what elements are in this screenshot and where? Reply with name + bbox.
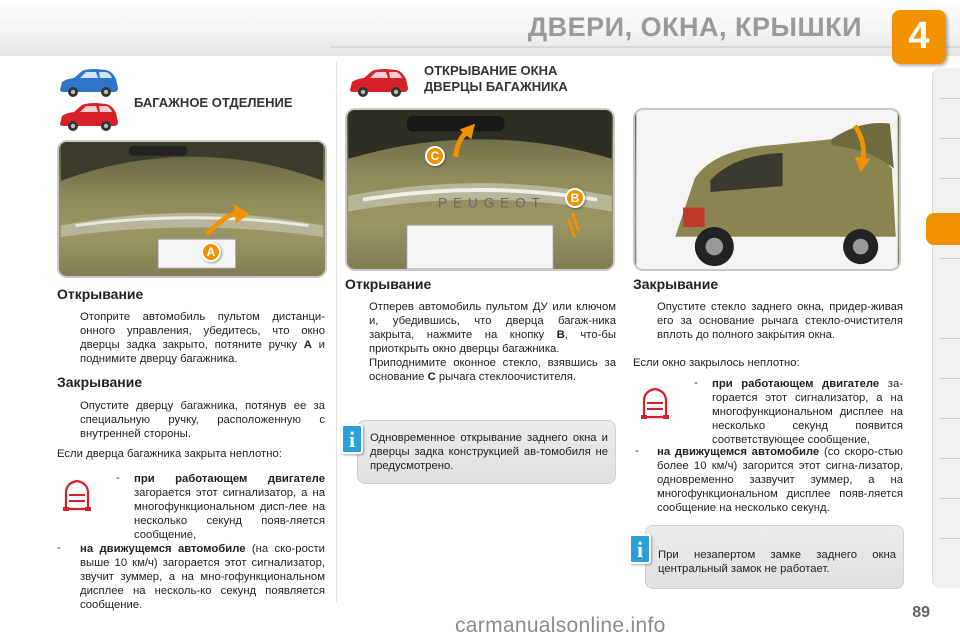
chapter-tab[interactable]	[940, 458, 960, 459]
closing-item-moving	[80, 542, 325, 612]
section-title-line: ОТКРЫВАНИЕ ОКНА	[424, 63, 558, 78]
window-closing-heading: Закрывание	[633, 276, 719, 292]
closing-note: Если дверца багажника закрыта неплотно:	[57, 448, 282, 460]
window-closing-text: Опустите стекло заднего окна, придер-живая его за основание рычага стекло-очистителя вплоть до полного закрытия окна.	[657, 301, 903, 341]
car-red-icon	[56, 100, 120, 134]
window-closing-note: Если окно закрылось неплотно:	[633, 357, 800, 369]
car-rear-photo	[633, 108, 901, 271]
page-title: ДВЕРИ, ОКНА, КРЫШКИ	[527, 12, 862, 42]
window-step-text: , что-бы приоткрыть окно дверцы багажника.	[369, 329, 616, 355]
closing-text: Опустите дверцу багажника, потянув ее за специальную ручку, расположенную с внутренней стороны.	[80, 400, 325, 440]
window-step-text: Отперев автомобиль пультом ДУ или ключом и, убедившись, что дверца багаж-ника закрыта, нажмите на кнопку	[369, 301, 616, 341]
section-title-trunk: БАГАЖНОЕ ОТДЕЛЕНИЕ	[134, 95, 293, 110]
chapter-tab[interactable]	[940, 418, 960, 419]
window-item-moving-text: (со скоро-стью более 10 км/ч) загорится этот сигна-лизатор, одновременно зазвучит зуммер, а на многофункциональном дисплее появ-ляется сообщение на несколько секунд.	[657, 446, 903, 514]
chapter-tab-active[interactable]	[926, 213, 960, 245]
chapter-tab[interactable]	[940, 538, 960, 539]
chapter-tab[interactable]	[940, 138, 960, 139]
column-divider	[336, 62, 337, 602]
opening-text-part: и поднимите дверцу багажника.	[80, 339, 325, 365]
chapter-tab[interactable]	[940, 98, 960, 99]
car-red-icon	[346, 66, 410, 100]
label-c-badge: C	[425, 146, 445, 166]
closing-item-moving-bold: на движущемся автомобиле	[80, 543, 246, 555]
window-opening-step-2	[369, 356, 616, 384]
chapter-number: 4	[908, 15, 930, 57]
key-a: A	[303, 339, 312, 351]
key-c: C	[427, 371, 436, 383]
closing-item-engine-text: загорается этот сигнализатор, а на многофункциональном дисп-лее на несколько секунд появ-ляется сообщение,	[134, 487, 325, 541]
dash: -	[635, 445, 639, 457]
car-blue-icon	[56, 66, 120, 100]
chapter-tab[interactable]	[940, 258, 960, 259]
opening-heading: Открывание	[57, 286, 144, 302]
page-number: 89	[912, 604, 930, 621]
watermark: carmanualsonline.info	[455, 614, 666, 637]
info-icon: i	[341, 424, 363, 454]
closing-item-engine-bold: при работающем двигателе	[134, 473, 325, 485]
chapter-tab[interactable]	[940, 378, 960, 379]
dash: -	[116, 472, 120, 484]
chapter-tab[interactable]	[940, 338, 960, 339]
closing-item-moving-text: (на ско-рости выше 10 км/ч) загорается этот сигнализатор, звучит зуммер, а на мно-гофункциональном дисплее на несколь-ко секунд появляется сообщение.	[80, 543, 325, 611]
header-rule	[330, 46, 960, 48]
window-item-moving-bold: на движущемся автомобиле	[657, 446, 820, 458]
window-opening-heading: Открывание	[345, 276, 432, 292]
chapter-tabs	[932, 68, 960, 588]
key-b: B	[556, 329, 565, 341]
trunk-handle-photo	[57, 140, 327, 278]
closing-item-engine	[134, 472, 325, 542]
chapter-badge	[892, 10, 946, 64]
chapter-tab[interactable]	[940, 178, 960, 179]
closing-heading: Закрывание	[57, 374, 143, 390]
window-opening-step-1	[369, 300, 616, 356]
window-item-engine-bold: при работающем двигателе	[712, 378, 880, 390]
dash: -	[694, 377, 698, 389]
window-closing-item-moving	[657, 445, 903, 515]
window-step-text: Приподнимите оконное стекло, взявшись за основание	[369, 357, 616, 383]
info-icon: i	[629, 534, 651, 564]
trunk-illustration	[59, 142, 325, 276]
dash: -	[57, 542, 61, 554]
window-step-text: рычага стеклоочистителя.	[435, 371, 576, 383]
car-rear-illustration	[635, 110, 899, 269]
label-b-badge: B	[565, 188, 585, 208]
label-a-badge: A	[201, 242, 221, 262]
window-item-engine-text: за-горается этот сигнализатор, а на многофункциональном дисплее на несколько секунд появится соответствующее сообщение,	[712, 378, 903, 446]
section-title-line: ДВЕРЦЫ БАГАЖНИКА	[424, 79, 568, 94]
window-closing-item-engine	[712, 377, 903, 447]
opening-text	[80, 310, 325, 366]
info-text: Одновременное открывание заднего окна и дверцы задка конструкцией ав-томобиля не предусмотрено.	[370, 432, 608, 472]
info-text: При незапертом замке заднего окна центральный замок не работает.	[658, 549, 896, 575]
section-title-window	[424, 63, 568, 95]
window-button-photo	[345, 108, 615, 271]
info-box	[357, 420, 616, 484]
logo-lettering: PEUGEOT	[438, 195, 546, 211]
opening-text-part: Отоприте автомобиль пультом дистанци-онного управления, убедитесь, что окно дверцы задка закрыто, потяните ручку	[80, 311, 325, 351]
chapter-tab[interactable]	[940, 498, 960, 499]
rear-window-open-warning-icon	[638, 385, 672, 421]
trunk-open-warning-icon	[60, 477, 94, 513]
info-box	[645, 525, 904, 589]
